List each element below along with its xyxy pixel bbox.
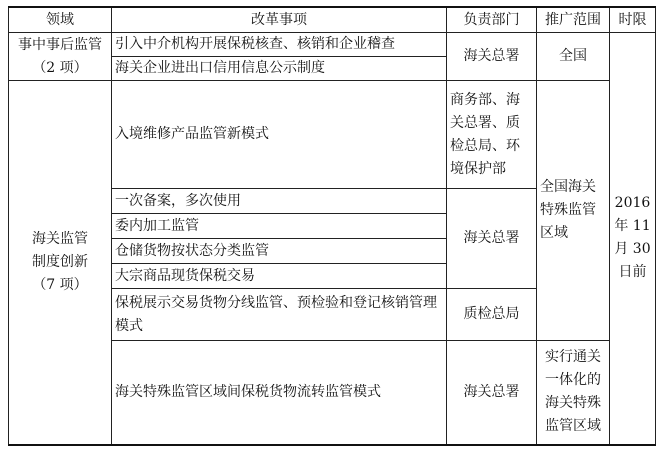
deadline-cell: 2016 年 11 月 30 日前 <box>610 33 656 445</box>
department-cell: 海关总署 <box>447 33 537 81</box>
reform-table <box>8 6 656 446</box>
header-row <box>9 7 656 33</box>
reform-item: 入境维修产品监管新模式 <box>112 81 447 189</box>
reform-item: 仓储货物按状态分类监管 <box>112 239 447 264</box>
reform-item: 保税展示交易货物分线监管、预检验和登记核销管理模式 <box>112 289 447 341</box>
header-reform-item: 改革事项 <box>112 7 447 33</box>
header-deadline: 时限 <box>610 7 656 33</box>
department-cell: 质检总局 <box>447 289 537 341</box>
scope-cell: 全国 <box>537 33 610 81</box>
department-cell: 商务部、海 关总署、质 检总局、环 境保护部 <box>447 81 537 189</box>
scope-cell: 实行通关 一体化的 海关特殊 监管区域 <box>537 341 610 445</box>
header-department: 负责部门 <box>447 7 537 33</box>
reform-item: 大宗商品现货保税交易 <box>112 264 447 289</box>
department-cell: 海关总署 <box>447 341 537 445</box>
header-scope: 推广范围 <box>537 7 610 33</box>
table-row <box>9 81 656 189</box>
header-domain: 领域 <box>9 7 112 33</box>
reform-item: 海关特殊监管区域间保税货物流转监管模式 <box>112 341 447 445</box>
reform-item: 引入中介机构开展保税核查、核销和企业稽查 <box>112 33 447 57</box>
department-cell: 海关总署 <box>447 189 537 289</box>
domain-cell-oversight: 事中事后监管 （2 项） <box>9 33 112 81</box>
domain-cell-customs-innovation: 海关监管 制度创新 （7 项） <box>9 81 112 445</box>
reform-item: 委内加工监管 <box>112 214 447 239</box>
reform-item: 海关企业进出口信用信息公示制度 <box>112 57 447 81</box>
table-row <box>9 33 656 57</box>
reform-item: 一次备案，多次使用 <box>112 189 447 214</box>
scope-cell: 全国海关 特殊监管 区域 <box>537 81 610 341</box>
